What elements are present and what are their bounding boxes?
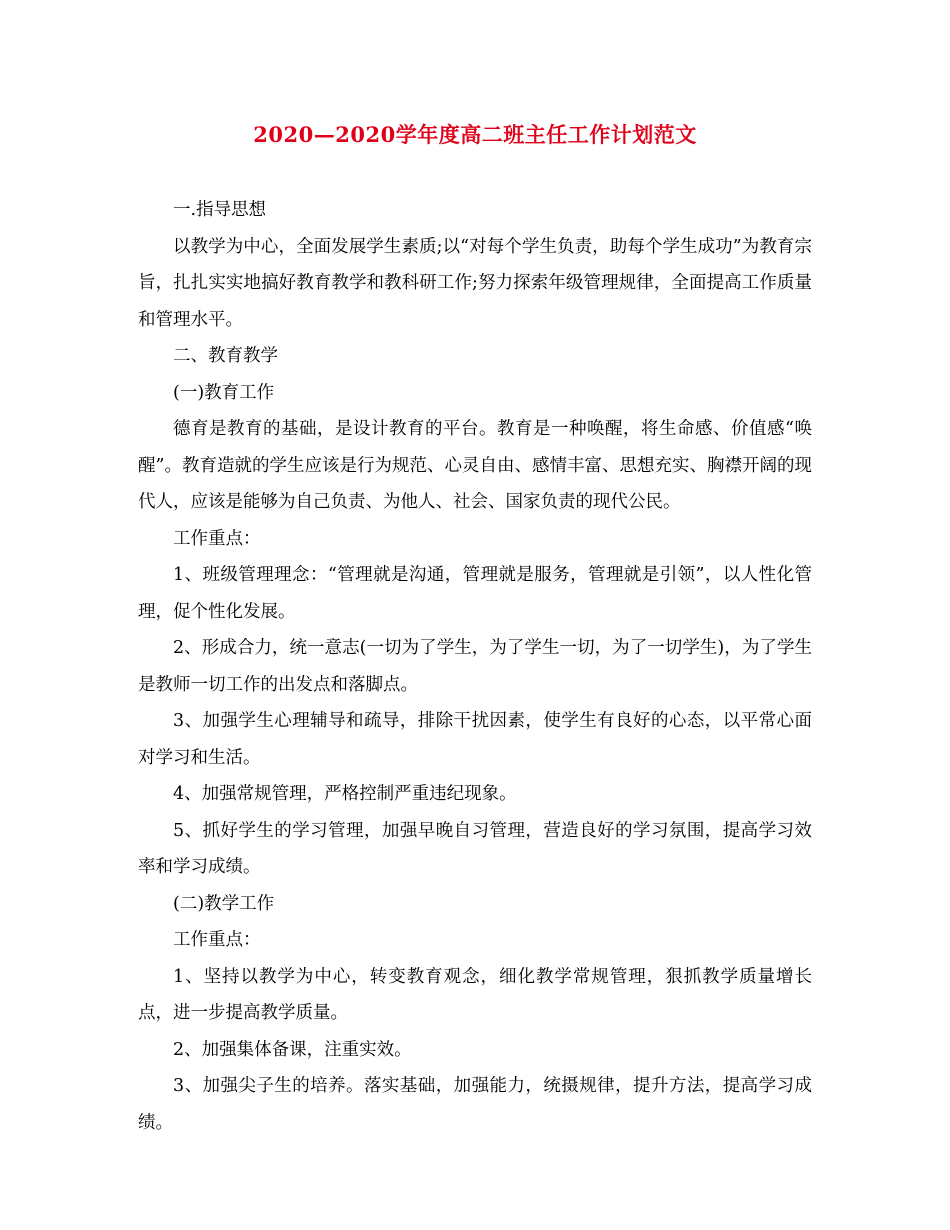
list-item: 5、抓好学生的学习管理，加强早晚自习管理，营造良好的学习氛围，提高学习效率和学习成绩。 [138,820,812,877]
paragraph: 以教学为中心，全面发展学生素质;以“对每个学生负责，助每个学生成功”为教育宗旨，扎扎实实地搞好教育教学和教科研工作;努力探索年级管理规律，全面提高工作质量和管理水平。 [138,236,812,330]
subheading-teaching-work: (二)教学工作 [173,893,275,914]
list-item: 4、加强常规管理，严格控制严重违纪现象。 [173,784,517,804]
paragraph: 德育是教育的基础，是设计教育的平台。教育是一种唤醒，将生命感、价值感“唤醒”。教育造就的学生应该是行为规范、心灵自由、感情丰富、思想充实、胸襟开阔的现代人，应该是能够为自己负责、为他人、社会、国家负责的现代公民。 [138,419,812,512]
subheading-education-work: (一)教育工作 [173,382,275,403]
list-item: 1、班级管理理念：“管理就是沟通，管理就是服务，管理就是引领”，以人性化管理，促个性化发展。 [138,565,812,622]
list-item: 3、加强尖子生的培养。落实基础，加强能力，统摄规律，提升方法，提高学习成绩。 [138,1076,812,1133]
list-item: 1、坚持以教学为中心，转变教育观念，细化教学常规管理，狠抓教学质量增长点，进一步提高教学质量。 [138,966,812,1023]
label-work-focus: 工作重点： [173,930,261,950]
label-work-focus: 工作重点： [173,528,261,549]
list-item: 3、加强学生心理辅导和疏导，排除干扰因素，使学生有良好的心态，以平常心面对学习和生活。 [138,711,812,768]
list-item: 2、形成合力，统一意志(一切为了学生，为了学生一切，为了一切学生)，为了学生是教师一切工作的出发点和落脚点。 [138,638,812,695]
list-item: 2、加强集体备课，注重实效。 [173,1039,412,1060]
document-body [138,192,812,1141]
document-title: 2020—2020学年度高二班主任工作计划范文 [253,122,697,147]
heading-guiding-thought: 一.指导思想 [173,200,267,220]
heading-education-teaching: 二、教育教学 [173,346,278,366]
